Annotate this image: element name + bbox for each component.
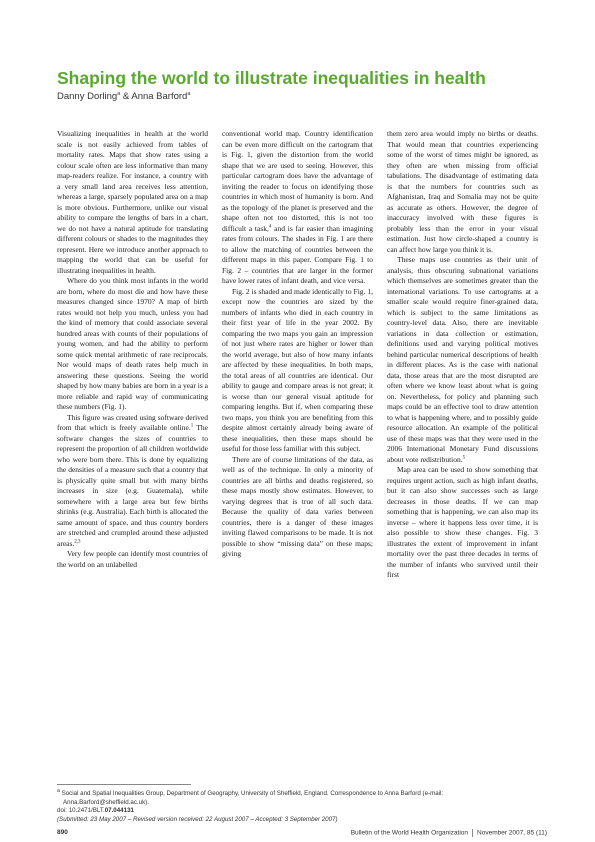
body-paragraph (222, 129, 373, 287)
text-column-1 (57, 129, 208, 570)
journal-name: Bulletin of the World Health Organization (350, 829, 469, 837)
affiliation-mark: a (117, 91, 121, 97)
text-column-3 (387, 129, 538, 581)
doi-id: 07.044131 (104, 807, 134, 815)
affiliation-mark: a (57, 788, 60, 794)
affiliation-footnote (57, 787, 547, 799)
body-paragraph (387, 129, 538, 255)
body-paragraph (57, 276, 208, 413)
paragraph-text: and is far easier than imagining rates from colours. The shades in Fig. 1 are there to allow the matching of countries between the different maps in this paper. Compare Fig. 1 to Fig. 2 – countries that are larger in the former have lower rates of infant death, and vice versa. (222, 223, 374, 285)
body-paragraph (222, 455, 373, 560)
body-paragraph (57, 549, 208, 570)
footnote-rule (57, 784, 191, 785)
paragraph-text: conventional world map. Country identification can be even more difficult on the cartogram that is Fig. 1, given the distortion from the world shape that we are used to seeing. However, this particular cartogram does have the advantage of inviting the reader to focus on identifying those countries in which most of humanity is born. And as the topology of the planet is preserved and the shape often not too distorted, this is not too difficult a task, (222, 129, 373, 233)
doi-prefix: doi: 10.2471/BLT. (57, 807, 105, 815)
author-name: Anna Barford (131, 91, 188, 103)
paragraph-text: There are of course limitations of the data, as well as of the technique. In only a minority of countries are all births and deaths registered, so these maps mostly show estimates. However, to varying degrees that is true of all such data. Because the quality of data varies between countries, there is a danger of these images inviting flawed comparisons to be made. It is not possible to show “missing data” on these maps; giving (222, 454, 373, 558)
paragraph-text: Where do you think most infants in the world are born, where do most die and how have these measures changed since 1970? A map of birth rates would not help you much, unless you had the kind of memory that could associate several hundred areas with counts of their populations of young women, and had the ability to perform some quick mental arithmetic of rate reciprocals. Nor would maps of death rates help much in answering these questions. Seeing the world shaped by how many babies are born in a year is a more reliable and rapid way of communicating these numbers (Fig. 1). (57, 276, 208, 411)
body-paragraph (387, 465, 538, 581)
doi-line (57, 807, 547, 816)
paragraph-text: Visualizing inequalities in health at the world scale is not easily achieved from tables of mortality rates. Maps that show rates using a colour scale often are less informative than many map-readers realize. For instance, a country with a very small land area receives less attention, whereas a large, sparsely populated area on a map is more obvious. Furthermore, unlike our visual ability to compare the lengths of bars in a chart, we do not have a natural aptitude for translating different colours or shades to the magnitudes they represent. Here we introduce another approach to mapping the world that can be useful for illustrating inequalities in health. (57, 129, 208, 275)
paragraph-text: Map area can be used to show something that requires urgent action, such as high infant deaths, but it can also show successes such as large decreases in those deaths. If we can map something that is happening, we can also map its inverse – where it happens less over time, it is also possible to show these changes. Fig. 3 illustrates the extent of improvement in infant mortality over the past three decades in terms of the number of infants who survived until their first (387, 465, 538, 579)
body-paragraph (57, 129, 208, 276)
footnotes (57, 787, 547, 824)
author-name: Danny Dorling (57, 91, 118, 103)
affiliation-text: Social and Spatial Inequalities Group, Department of Geography, University of Sheffield, England. Correspondence to Anna Barford (e-mail: (59, 790, 444, 798)
body-paragraph (222, 287, 373, 455)
body-paragraph (57, 413, 208, 550)
reference-mark: 4 (268, 224, 272, 229)
reference-mark: 1 (190, 423, 194, 429)
journal-issue: November 2007, 85 (11) (477, 829, 547, 837)
paragraph-text: Fig. 2 is shaded and made identically to Fig. 1, except now the countries are sized by the numbers of infants who died in each country in their first year of life in the year 2002. By comparing the two maps you gain an impression of not just where rates are higher or lower than the world average, but also of how many infants are affected by these inequalities. In both maps, the total areas of all countries are identical. Our ability to gauge and compare areas is not great; it is worse than our general visual aptitude for comparing lengths. But if, when comparing these two maps, you think you are benefiting from this despite almost certainly already being aware of these inequalities, then these maps should be useful for those less familiar with this subject. (222, 286, 373, 453)
paragraph-text: These maps use countries as their unit of analysis, thus obscuring subnational variations which themselves are sometimes greater than the international variations. To use cartograms at a smaller scale would require finer-grained data, which is subject to the same limitations as country-level data. Also, there are inevitable variations in data collection or estimation, definitions used and varying political motives behind particular numerical descriptions of health in different places. As is the case with national data, those areas that are the most disrupted are often where we know least about what is going on. Nevertheless, for policy and planning such maps could be an effective tool to draw attention to what is happening where, and to possibly guide resource allocation. An example of the political use of these maps was that they were used in the 2006 International Monetary Fund discussions about vote redistribution. (387, 255, 538, 464)
reference-mark: 2,3 (74, 539, 81, 544)
paragraph-text: them zero area would imply no births or deaths. That would mean that countries experiencing some of the worst of times might be ignored, as they often are when missing from official tabulations. The disadvantage of estimating data is that the numbers for countries such as Afghanistan, Iraq and Somalia may not be quite as accurate as others. However, the degree of inaccuracy involved with these figures is probably less than the error in your visual estimation. Just how circle-shaped a country is can affect how large you think it is. (387, 129, 538, 254)
paragraph-text: The software changes the sizes of countries to represent the proportion of all children worldwide who were born there. This is done by equalizing the densities of a measure such that a country that is physically quite small but with many births increases in size (e.g. Guatemala), while somewhere with a large area but few births shrinks (e.g. Australia). Each birth is allocated the same amount of space, and thus country borders are stretched and crumpled around these adjusted areas. (57, 423, 208, 548)
page-number: 890 (57, 829, 68, 836)
journal-citation (351, 829, 547, 837)
reference-mark: 5 (462, 455, 466, 460)
footer-separator (472, 829, 473, 837)
body-paragraph (387, 255, 538, 465)
page-footer (57, 829, 547, 839)
correspondence-email: Anna.Barford@sheffield.ac.uk). (63, 798, 149, 806)
affiliation-mark: a (187, 91, 191, 97)
article-title: Shaping the world to illustrate inequalities in health (57, 68, 486, 88)
author-separator: & (120, 91, 132, 103)
author-line (57, 91, 457, 102)
submission-dates: (Submitted: 23 May 2007 – Revised version received: 22 August 2007 – Accepted: 3 September 2007) (57, 815, 338, 823)
paragraph-text: This figure was created using software derived from that which is freely available online. (57, 412, 208, 432)
paragraph-text: Very few people can identify most countries of the world on an unlabelled (57, 549, 208, 569)
text-column-2 (222, 129, 373, 560)
